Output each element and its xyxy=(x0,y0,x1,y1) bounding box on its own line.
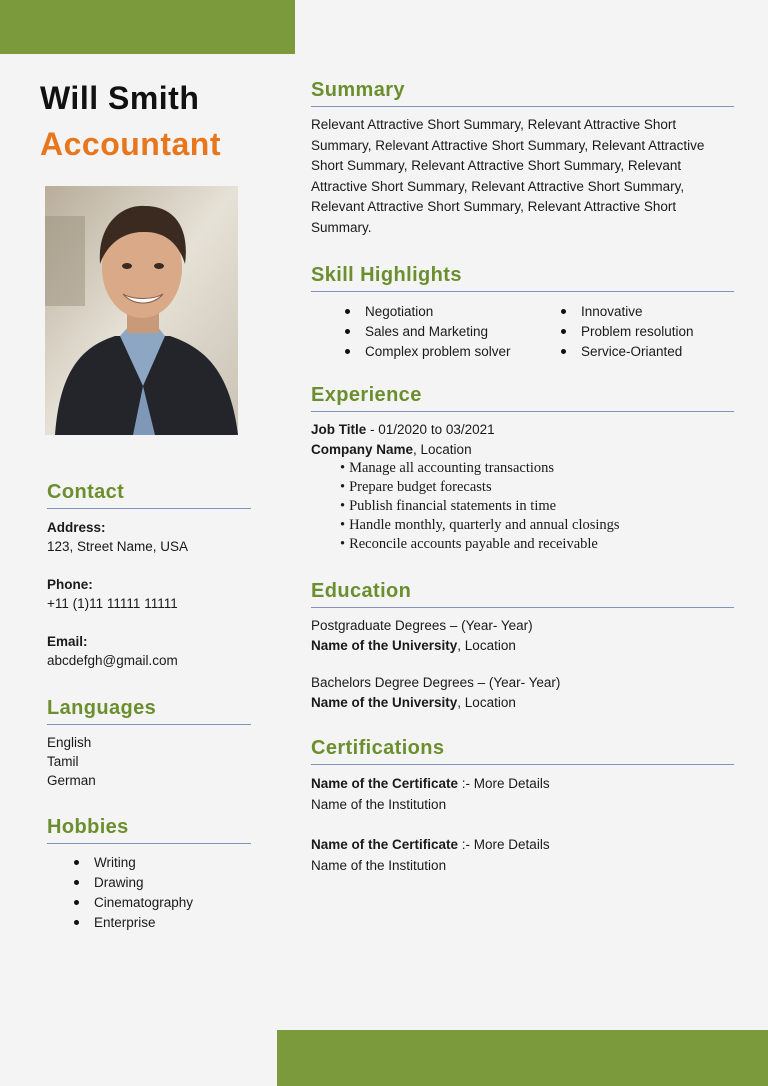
contact-heading: Contact xyxy=(47,481,251,509)
phone-value: +11 (1)11 11111 11111 xyxy=(47,596,178,611)
list-item: German xyxy=(47,773,96,788)
list-item: Tamil xyxy=(47,754,79,769)
address-value: 123, Street Name, USA xyxy=(47,539,189,554)
company-location: , Location xyxy=(413,441,472,457)
bottom-accent-bar xyxy=(277,1030,768,1086)
summary-heading: Summary xyxy=(311,79,734,107)
profile-photo xyxy=(45,186,238,435)
list-item: • Reconcile accounts payable and receivable xyxy=(340,535,620,554)
institution-name: Name of the Institution xyxy=(311,796,447,812)
education-entry xyxy=(311,673,734,712)
certifications-heading: Certifications xyxy=(311,737,734,765)
certificate-name: Name of the Certificate xyxy=(311,776,459,791)
skills-column-1 xyxy=(341,302,511,362)
degree: Bachelors Degree Degrees – (Year- Year) xyxy=(311,675,561,690)
email-value: abcdefgh@gmail.com xyxy=(47,653,178,668)
certificate-name: Name of the Certificate xyxy=(311,837,459,852)
skills-column-2 xyxy=(557,302,694,362)
job-entry xyxy=(311,420,734,459)
list-item: • Manage all accounting transactions xyxy=(340,459,620,478)
job-title-label: Job Title xyxy=(311,422,367,437)
job-dates: - 01/2020 to 03/2021 xyxy=(366,422,495,437)
certificate-entry xyxy=(311,835,734,876)
languages-heading: Languages xyxy=(47,697,251,725)
email-label: Email: xyxy=(47,634,88,649)
candidate-name: Will Smith xyxy=(40,80,200,116)
list-item: Sales and Marketing xyxy=(341,322,511,342)
hobbies-list xyxy=(70,853,193,933)
list-item: Enterprise xyxy=(70,913,193,933)
list-item: • Handle monthly, quarterly and annual closings xyxy=(340,516,620,535)
list-item: Cinematography xyxy=(70,893,193,913)
list-item: Innovative xyxy=(557,302,694,322)
address-block xyxy=(47,518,188,556)
company-name: Company Name xyxy=(311,441,414,457)
list-item: Service-Orianted xyxy=(557,342,694,362)
list-item: Problem resolution xyxy=(557,322,694,342)
degree: Postgraduate Degrees – (Year- Year) xyxy=(311,618,533,633)
university-name: Name of the University xyxy=(311,694,458,710)
list-item: Writing xyxy=(70,853,193,873)
university-name: Name of the University xyxy=(311,637,458,653)
education-entry xyxy=(311,616,734,655)
education-heading: Education xyxy=(311,580,734,608)
address-label: Address: xyxy=(47,520,106,535)
list-item: Negotiation xyxy=(341,302,511,322)
email-block xyxy=(47,632,178,670)
top-accent-bar xyxy=(0,0,295,54)
list-item: • Prepare budget forecasts xyxy=(340,478,620,497)
job-title: Accountant xyxy=(40,126,221,162)
skills-heading: Skill Highlights xyxy=(311,264,734,292)
certificate-details: :- More Details xyxy=(458,837,550,852)
phone-block xyxy=(47,575,178,613)
certificate-details: :- More Details xyxy=(458,776,550,791)
list-item: Complex problem solver xyxy=(341,342,511,362)
list-item: Drawing xyxy=(70,873,193,893)
hobbies-heading: Hobbies xyxy=(47,816,251,844)
certificate-entry xyxy=(311,774,734,815)
institution-name: Name of the Institution xyxy=(311,857,447,873)
university-location: , Location xyxy=(457,694,516,710)
duties-list xyxy=(340,459,620,554)
languages-list xyxy=(47,733,96,790)
summary-text: Relevant Attractive Short Summary, Relevant Attractive Short Summary, Relevant Attractive Short Summary, Relevant Attractive Short Summary, Relevant Attractive Short Summary, Relevant Attractive Short Summary, Relevant Attractive Short Summary, Relevant Attractive Short Summary, Relevant Attractive Short Summary. xyxy=(311,117,705,235)
phone-label: Phone: xyxy=(47,577,93,592)
experience-heading: Experience xyxy=(311,384,734,412)
list-item: • Publish financial statements in time xyxy=(340,497,620,516)
list-item: English xyxy=(47,735,92,750)
university-location: , Location xyxy=(457,637,516,653)
